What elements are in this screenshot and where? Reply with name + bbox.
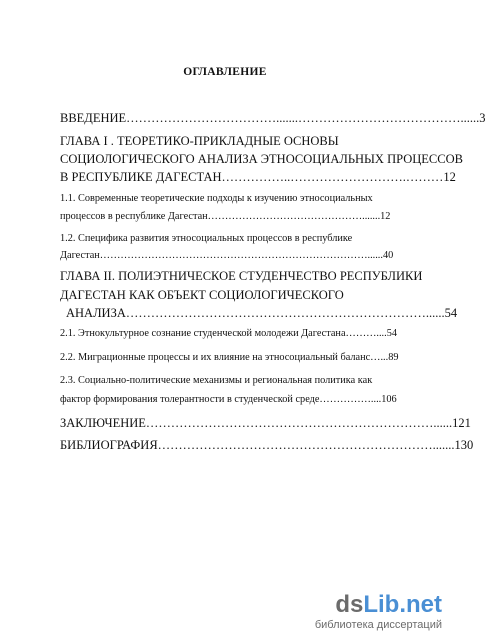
toc-line-1-2-b: Дагестан……………………………………………………………………......40 <box>60 250 394 261</box>
toc-line-bibliography: БИБЛИОГРАФИЯ………………………………………………………….......130 <box>60 438 474 452</box>
toc-title: ОГЛАВЛЕНИЕ <box>183 66 267 78</box>
toc-line-2-1: 2.1. Этнокультурное сознание студенческой молодежи Дагестана………....54 <box>60 328 398 339</box>
watermark-subtitle: библиотека диссертаций <box>314 619 442 631</box>
toc-line-chapter1-3: В РЕСПУБЛИКЕ ДАГЕСТАН……………..……………………….………12 <box>60 170 456 184</box>
toc-line-2-3-a: 2.3. Социально-политические механизмы и региональная политика как <box>60 375 373 386</box>
toc-line-2-2: 2.2. Миграционные процессы и их влияние на этносоциальный баланс…...89 <box>60 352 399 363</box>
toc-line-chapter2-1: ГЛАВА II. ПОЛИЭТНИЧЕСКОЕ СТУДЕНЧЕСТВО РЕСПУБЛИКИ <box>60 269 423 283</box>
toc-line-chapter2-3: АНАЛИЗА………………………………………………………………......54 <box>66 306 458 320</box>
toc-line-chapter1-2: СОЦИОЛОГИЧЕСКОГО АНАЛИЗА ЭТНОСОЦИАЛЬНЫХ ПРОЦЕССОВ <box>60 152 463 166</box>
toc-line-chapter1-1: ГЛАВА I . ТЕОРЕТИКО-ПРИКЛАДНЫЕ ОСНОВЫ <box>60 134 339 148</box>
toc-line-conclusion: ЗАКЛЮЧЕНИЕ……………………………………………………………......121 <box>60 416 471 430</box>
toc-line-2-3-b: фактор формирования толерантности в студенческой среде……………....106 <box>60 394 397 405</box>
toc-line-chapter2-2: ДАГЕСТАН КАК ОБЪЕКТ СОЦИОЛОГИЧЕСКОГО <box>60 288 344 302</box>
toc-line-1-1-a: 1.1. Современные теоретические подходы к изучению этносоциальных <box>60 193 373 204</box>
toc-line-1-1-b: процессов в республике Дагестан……………………………………….......12 <box>60 211 391 222</box>
watermark-logo: dsLib.net <box>335 591 442 618</box>
toc-line-introduction: ВВЕДЕНИЕ……………………………….......…………………………………......3 <box>60 111 486 125</box>
watermark <box>315 593 442 631</box>
toc-line-1-2-a: 1.2. Специфика развития этносоциальных процессов в республике <box>60 233 353 244</box>
